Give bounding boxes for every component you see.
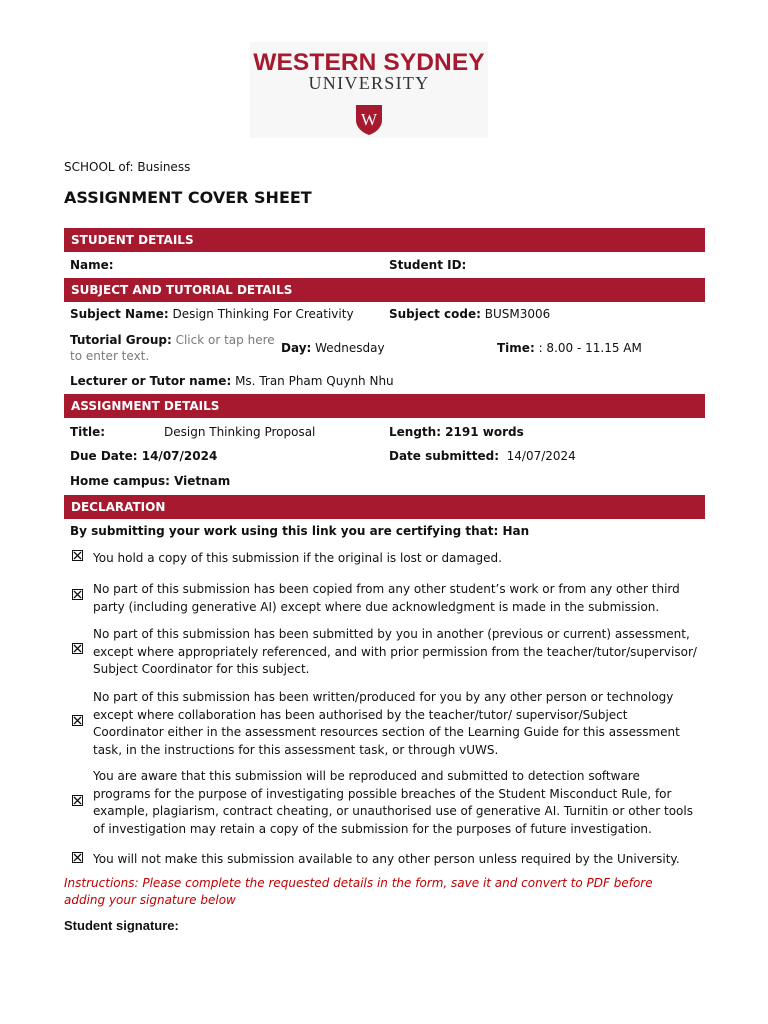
date-submitted-value[interactable]: 14/07/2024 <box>506 449 576 463</box>
instructions-text: : Please complete the requested details in the form, save it and convert to PDF before adding your signature below <box>64 876 653 907</box>
declaration-header: DECLARATION <box>64 495 705 519</box>
tutorial-group-field <box>70 332 275 364</box>
checkbox-checked-icon[interactable] <box>72 643 83 654</box>
time-field <box>497 340 642 356</box>
student-id-label: Student ID: <box>389 258 467 272</box>
declaration-item: You will not make this submission available to any other person unless required by the University. <box>93 852 680 866</box>
checkbox-checked-icon[interactable] <box>72 852 83 863</box>
instructions-note <box>64 875 684 909</box>
student-signature-label: Student signature: <box>64 918 179 933</box>
title-label: Title: <box>70 425 106 439</box>
page-title: ASSIGNMENT COVER SHEET <box>64 188 312 207</box>
checkbox-checked-icon[interactable] <box>72 795 83 806</box>
declaration-intro: By submitting your work using this link you are certifying that: Han <box>70 524 530 538</box>
declaration-item: No part of this submission has been submitted by you in another (previous or current) assessment, except where appropriately referenced, and with prior permission from the teacher/tutor/supervisor/ Subject Coordinator for this subject. <box>93 627 697 676</box>
assignment-details-header: ASSIGNMENT DETAILS <box>64 394 705 418</box>
checkbox-checked-icon[interactable] <box>72 550 83 561</box>
subject-name-field <box>70 306 354 322</box>
title-value[interactable]: Design Thinking Proposal <box>164 425 316 439</box>
declaration-item: You hold a copy of this submission if the original is lost or damaged. <box>93 551 502 565</box>
logo-wordmark-bottom: UNIVERSITY <box>308 73 430 93</box>
lecturer-field <box>70 373 394 389</box>
tutorial-group-placeholder[interactable]: Click or tap here <box>175 333 275 347</box>
date-submitted-field <box>389 448 576 464</box>
subject-details-header: SUBJECT AND TUTORIAL DETAILS <box>64 278 705 302</box>
university-logo <box>250 42 488 138</box>
subject-code-field <box>389 306 550 322</box>
instructions-label: Instructions <box>64 876 135 890</box>
lecturer-value[interactable]: Ms. Tran Pham Quynh Nhu <box>235 374 394 388</box>
logo-wordmark-top: WESTERN SYDNEY <box>253 49 485 76</box>
student-details-header: STUDENT DETAILS <box>64 228 705 252</box>
checkbox-checked-icon[interactable] <box>72 589 83 600</box>
subject-code-label: Subject code: <box>389 307 481 321</box>
checkbox-checked-icon[interactable] <box>72 715 83 726</box>
name-label: Name: <box>70 258 114 272</box>
shield-letter: W <box>360 110 378 129</box>
lecturer-label: Lecturer or Tutor name: <box>70 374 232 388</box>
tutorial-group-label: Tutorial Group: <box>70 333 172 347</box>
tutorial-group-placeholder-cont[interactable]: to enter text. <box>70 349 150 363</box>
length-field[interactable]: Length: 2191 words <box>389 425 524 439</box>
declaration-item: You are aware that this submission will be reproduced and submitted to detection software programs for the purpose of investigating possible breaches of the Student Misconduct Rule, for example, plagiarism, contract cheating, or unauthorised use of generative AI. Turnitin or other tools of investigation may retain a copy of the submission for the purposes of future investigation. <box>93 769 693 836</box>
school-line: SCHOOL of: Business <box>64 160 191 174</box>
day-value[interactable]: Wednesday <box>315 341 385 355</box>
subject-code-value[interactable]: BUSM3006 <box>484 307 551 321</box>
day-field <box>281 340 385 356</box>
day-label: Day: <box>281 341 312 355</box>
home-campus-field[interactable]: Home campus: Vietnam <box>70 474 231 488</box>
subject-name-value[interactable]: Design Thinking For Creativity <box>172 307 354 321</box>
declaration-item: No part of this submission has been copied from any other student’s work or from any other third party (including generative AI) except where due acknowledgment is made in the submission. <box>93 582 680 614</box>
declaration-item: No part of this submission has been written/produced for you by any other person or technology except where collaboration has been authorised by the teacher/tutor/ supervisor/Subject Coordinator either in the assessment resources section of the Learning Guide for this assessment task, in the instructions for this assessment task, or through vUWS. <box>93 690 680 757</box>
subject-name-label: Subject Name: <box>70 307 169 321</box>
date-submitted-label: Date submitted: <box>389 449 500 463</box>
shield-icon <box>355 104 383 136</box>
time-value[interactable]: : 8.00 - 11.15 AM <box>538 341 642 355</box>
due-date-field[interactable]: Due Date: 14/07/2024 <box>70 449 218 463</box>
time-label: Time: <box>497 341 535 355</box>
